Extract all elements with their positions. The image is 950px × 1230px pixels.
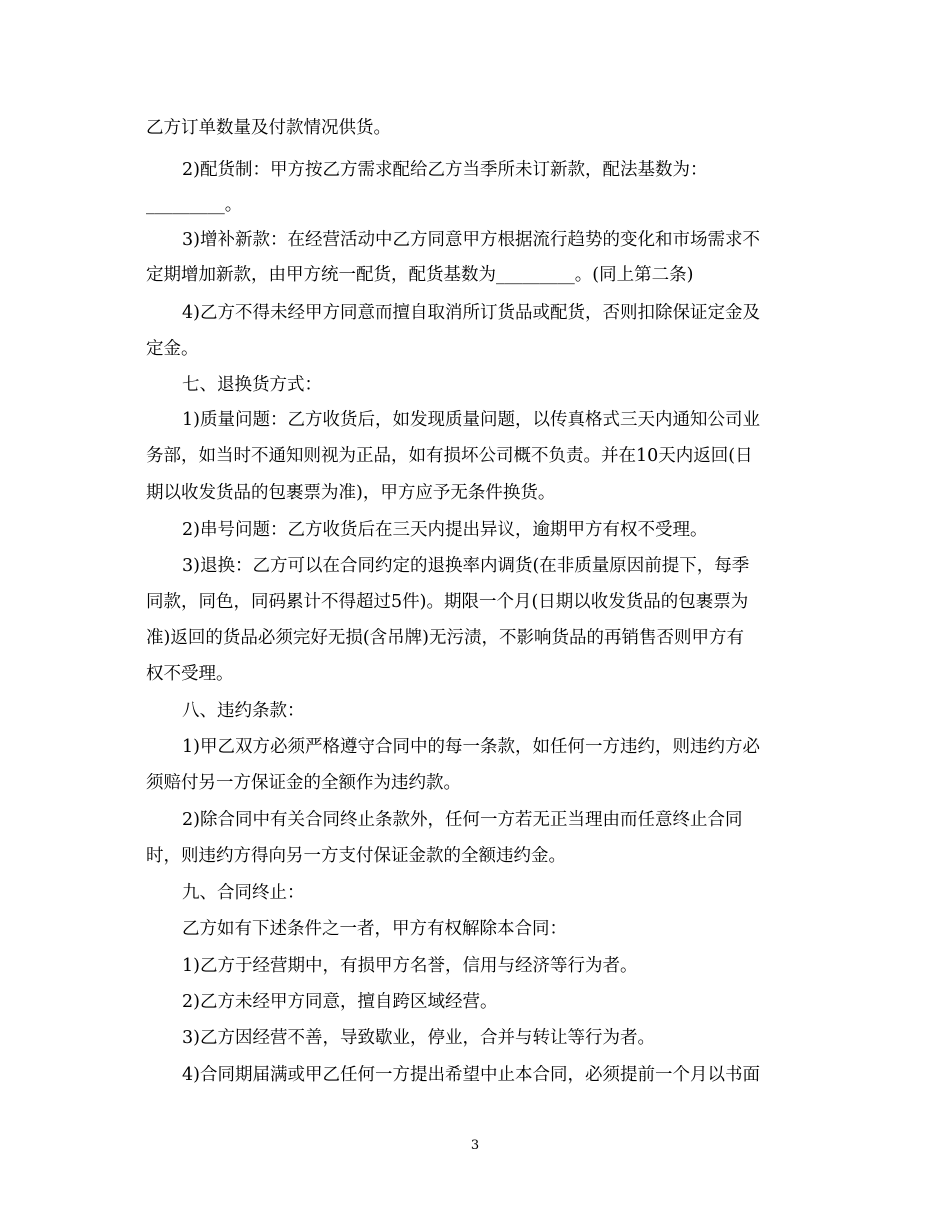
text-line: 乙方订单数量及付款情况供货。	[146, 118, 391, 138]
text-line: 2)配货制：甲方按乙方需求配给乙方当季所未订新款，配法基数为：	[182, 160, 708, 180]
text-line: 1)质量问题：乙方收货后，如发现质量问题，以传真格式三天内通知公司业	[182, 410, 760, 430]
text-line: 4)乙方不得未经甲方同意而擅自取消所订货品或配货，否则扣除保证定金及	[182, 303, 760, 323]
text-line: 同款，同色，同码累计不得超过5件)。期限一个月(日期以收发货品的包裹票为	[146, 592, 749, 612]
section-heading: 九、合同终止：	[182, 883, 305, 903]
text-line: 3)退换：乙方可以在合同约定的退换率内调货(在非质量原因前提下，每季	[182, 556, 750, 576]
text-line: 2)乙方未经甲方同意，擅自跨区域经营。	[182, 992, 498, 1012]
text-line: 1)甲乙双方必须严格遵守合同中的每一条款，如任何一方违约，则违约方必	[182, 737, 760, 757]
text-line: 时，则违约方得向另一方支付保证金款的全额违约金。	[146, 846, 566, 866]
text-line: 权不受理。	[146, 664, 234, 684]
text-line: 务部，如当时不通知则视为正品，如有损坏公司概不负责。并在10天内返回(日	[146, 446, 753, 466]
text-line: 期以收发货品的包裹票为准)，甲方应予无条件换货。	[146, 483, 556, 503]
text-line: _________。	[146, 195, 243, 215]
text-line: 3)乙方因经营不善，导致歇业，停业，合并与转让等行为者。	[182, 1028, 655, 1048]
text-line: 须赔付另一方保证金的全额作为违约款。	[146, 773, 461, 793]
text-line: 乙方如有下述条件之一者，甲方有权解除本合同：	[182, 919, 567, 939]
section-heading: 七、退换货方式：	[182, 375, 322, 395]
text-line: 4)合同期届满或甲乙任何一方提出希望中止本合同，必须提前一个月以书面	[182, 1065, 760, 1085]
text-line: 2)串号问题：乙方收货后在三天内提出异议，逾期甲方有权不受理。	[182, 520, 708, 540]
text-line: 2)除合同中有关合同终止条款外，任何一方若无正当理由而任意终止合同	[182, 810, 743, 830]
section-heading: 八、违约条款：	[182, 701, 305, 721]
text-line: 准)返回的货品必须完好无损(含吊牌)无污渍，不影响货品的再销售否则甲方有	[146, 628, 744, 648]
text-line: 3)增补新款：在经营活动中乙方同意甲方根据流行趋势的变化和市场需求不	[182, 230, 760, 250]
text-line: 定期增加新款，由甲方统一配货，配货基数为_________。(同上第二条)	[146, 265, 694, 285]
text-line: 1)乙方于经营期中，有损甲方名誉，信用与经济等行为者。	[182, 956, 638, 976]
page-number: 3	[470, 1138, 480, 1153]
text-line: 定金。	[146, 339, 199, 359]
